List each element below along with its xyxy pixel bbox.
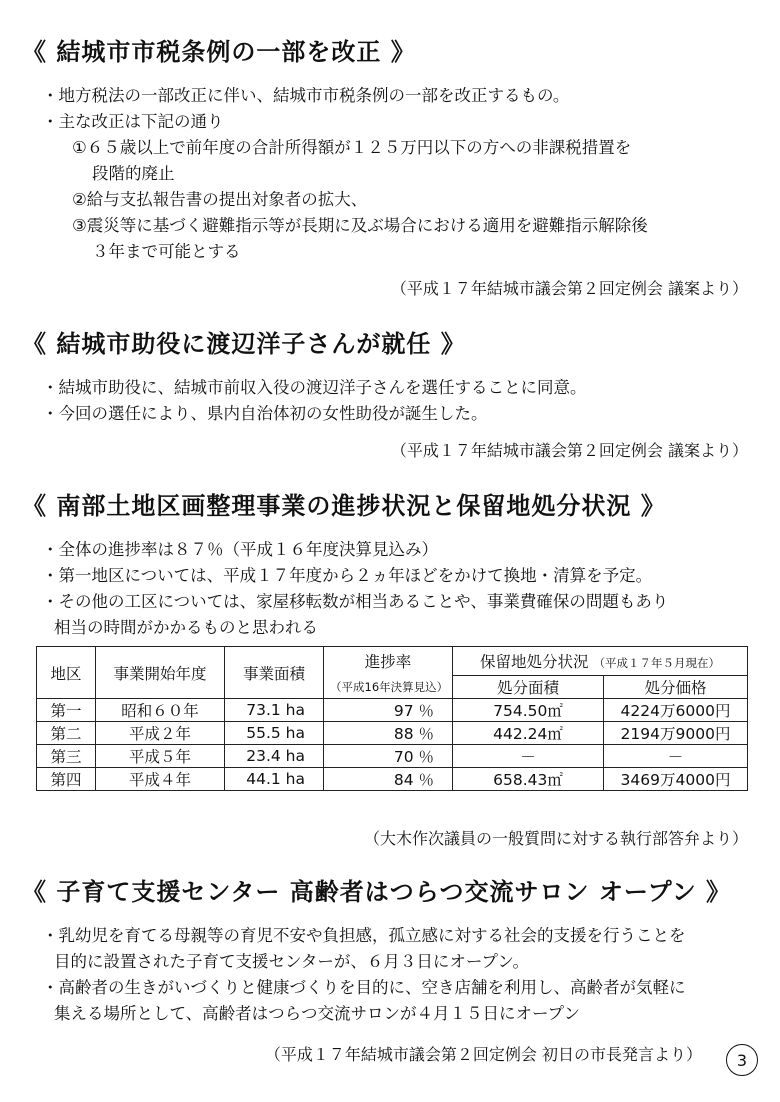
text-line: ・乳幼児を育てる母親等の育児不安や負担感，孤立感に対する社会的支援を行うことを — [42, 926, 686, 945]
cell-district: 第一 — [37, 699, 96, 722]
cell-start-year: 平成２年 — [96, 722, 225, 745]
header-reserve-label: 保留地処分状況 — [480, 653, 589, 671]
text-line: ３年まで可能とする — [92, 242, 241, 261]
cell-area: 73.1 ha — [225, 699, 324, 722]
header-progress: 進捗率 — [324, 647, 453, 676]
cell-district: 第四 — [37, 768, 96, 791]
text-line: ・今回の選任により、県内自治体初の女性助役が誕生した。 — [42, 404, 488, 423]
cell-disposed-area: － — [453, 745, 604, 768]
text-line: ・地方税法の一部改正に伴い、結城市市税条例の一部を改正するもの。 — [42, 86, 570, 105]
text-line: ・その他の工区については、家屋移転数が相当あることや、事業費確保の問題もあり — [42, 592, 669, 611]
cell-start-year: 平成５年 — [96, 745, 225, 768]
header-reserve — [453, 647, 748, 676]
text-line: ②給与支払報告書の提出対象者の拡大、 — [72, 190, 368, 209]
cell-district: 第三 — [37, 745, 96, 768]
cell-start-year: 昭和６０年 — [96, 699, 225, 722]
cell-disposed-price: － — [604, 745, 748, 768]
header-area: 事業面積 — [225, 647, 324, 699]
text-line: ③震災等に基づく避難指示等が長期に及ぶ場合における適用を避難指示解除後 — [72, 216, 648, 235]
page-number: 3 — [726, 1044, 758, 1076]
header-progress-note: （平成16年決算見込） — [324, 676, 453, 699]
source-note: （大木作次議員の一般質問に対する執行部答弁より） — [363, 829, 748, 848]
header-disposed-price: 処分価格 — [604, 676, 748, 699]
text-line: ・第一地区については、平成１７年度から２ヵ年ほどをかけて換地・清算を予定。 — [42, 566, 653, 585]
text-line: 目的に設置された子育て支援センターが、６月３日にオープン。 — [54, 952, 530, 971]
section-title-deputy-mayor: 《 結城市助役に渡辺洋子さんが就任 》 — [22, 330, 466, 358]
section-title-land-readjustment: 《 南部土地区画整理事業の進捗状況と保留地処分状況 》 — [22, 492, 666, 520]
text-line: ・全体の進捗率は８７％（平成１６年度決算見込み） — [42, 540, 438, 559]
source-note: （平成１７年結城市議会第２回定例会 議案より） — [390, 279, 748, 298]
cell-start-year: 平成４年 — [96, 768, 225, 791]
progress-table — [36, 646, 748, 791]
cell-area: 55.5 ha — [225, 722, 324, 745]
text-line: ・高齢者の生きがいづくりと健康づくりを目的に、空き店舗を利用し、高齢者が気軽に — [42, 978, 686, 997]
text-line: 集える場所として、高齢者はつらつ交流サロンが４月１５日にオープン — [54, 1004, 581, 1023]
header-start-year: 事業開始年度 — [96, 647, 225, 699]
cell-disposed-area: 442.24㎡ — [453, 722, 604, 745]
cell-area: 44.1 ha — [225, 768, 324, 791]
text-line: 段階的廃止 — [92, 164, 175, 183]
cell-progress: 88 ％ — [324, 722, 453, 745]
cell-progress: 97 ％ — [324, 699, 453, 722]
section-title-support-center: 《 子育て支援センター 高齢者はつらつ交流サロン オープン 》 — [22, 878, 732, 906]
cell-area: 23.4 ha — [225, 745, 324, 768]
text-line: ①６５歳以上で前年度の合計所得額が１２５万円以下の方への非課税措置を — [72, 138, 632, 157]
cell-disposed-area: 754.50㎡ — [453, 699, 604, 722]
header-district: 地区 — [37, 647, 96, 699]
table-row — [37, 745, 748, 768]
header-disposed-area: 処分面積 — [453, 676, 604, 699]
cell-progress: 84 ％ — [324, 768, 453, 791]
text-line: 相当の時間がかかるものと思われる — [54, 618, 318, 637]
cell-district: 第二 — [37, 722, 96, 745]
text-line: ・結城市助役に、結城市前収入役の渡辺洋子さんを選任することに同意。 — [42, 378, 587, 397]
cell-disposed-area: 658.43㎡ — [453, 768, 604, 791]
table-row — [37, 768, 748, 791]
cell-disposed-price: 4224万6000円 — [604, 699, 748, 722]
cell-disposed-price: 2194万9000円 — [604, 722, 748, 745]
text-line: ・主な改正は下記の通り — [42, 112, 224, 131]
source-note: （平成１７年結城市議会第２回定例会 初日の市長発言より） — [264, 1045, 702, 1064]
table-row — [37, 699, 748, 722]
section-title-tax-ordinance: 《 結城市市税条例の一部を改正 》 — [22, 38, 416, 66]
source-note: （平成１７年結城市議会第２回定例会 議案より） — [390, 441, 748, 460]
table-row — [37, 722, 748, 745]
header-reserve-note: （平成１７年５月現在） — [593, 656, 720, 670]
cell-progress: 70 ％ — [324, 745, 453, 768]
cell-disposed-price: 3469万4000円 — [604, 768, 748, 791]
